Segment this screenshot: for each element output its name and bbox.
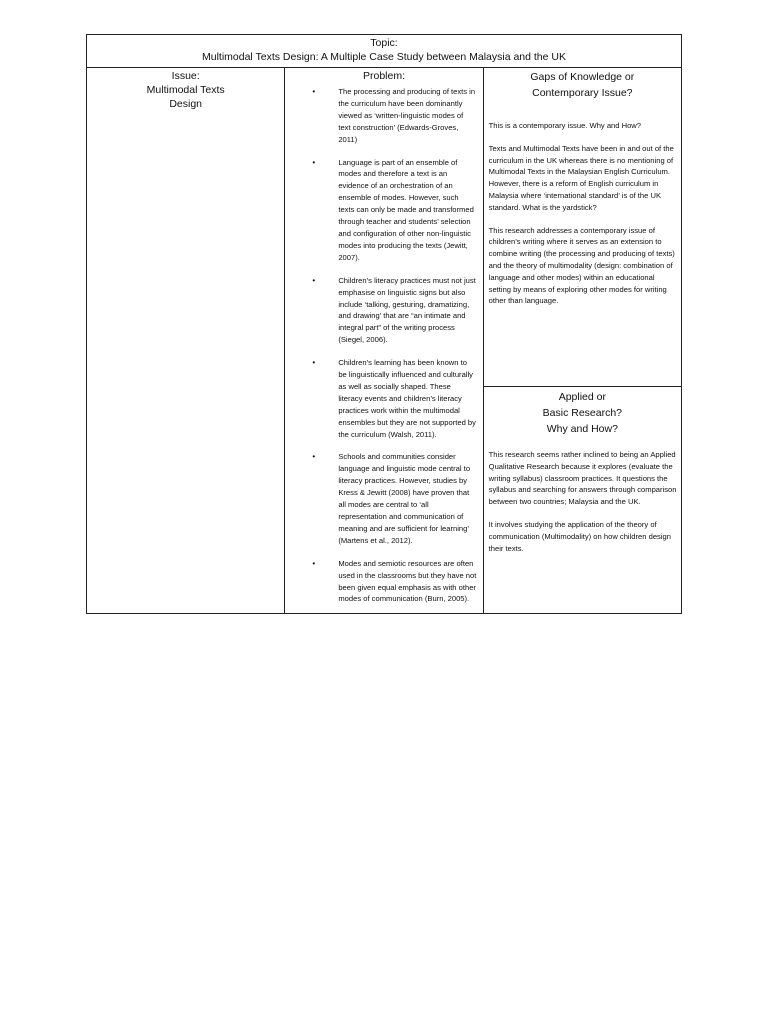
gaps-body xyxy=(484,120,681,307)
problem-item xyxy=(285,275,476,346)
problem-item-text: Children’s literacy practices must not just emphasise on linguistic signs but also include ‘talking, gesturing, dramatizing, and drawing’ that are “an intimate and integral part” of the writing process (Siegel, 2006). xyxy=(338,275,476,345)
bullet-icon: • xyxy=(312,452,316,462)
gaps-paragraph: This is a contemporary issue. Why and How? xyxy=(488,121,642,130)
topic-title: Multimodal Texts Design: A Multiple Case Study between Malaysia and the UK xyxy=(202,51,566,63)
problem-item-text: Schools and communities consider language and linguistic mode central to literacy practices. However, studies by Kress & Jewitt (2008) have proven that all modes are central to ‘all representation and communication of meaning and are sufficient for learning’ (Martens et al., 2012). xyxy=(338,452,471,545)
gaps-heading xyxy=(484,69,681,101)
applied-heading-line-1: Applied or xyxy=(558,391,606,403)
applied-heading-line-2: Basic Research? xyxy=(542,407,623,419)
gaps-cell xyxy=(483,68,681,387)
problem-item-text: Modes and semiotic resources are often used in the classrooms but they have not been given equal emphasis as with other modes of communication (Burn, 2005). xyxy=(338,558,477,604)
problem-item xyxy=(285,558,476,606)
problem-cell xyxy=(285,68,483,614)
topic-label: Topic: xyxy=(370,37,398,49)
gaps-paragraph: This research addresses a contemporary issue of children’s writing where it serves as an extension to combine writing (the processing and producing of texts) and the theory of multimodality (design: combination of language and other modes) within an educational setting by means of exploring other modes for writing other than language. xyxy=(488,225,675,306)
issue-cell xyxy=(87,68,285,614)
applied-paragraph: This research seems rather inclined to being an Applied Qualitative Research because it explores (evaluate the writing syllabus) classroom practices. It questions the syllabus and searching for answers through comparison between two countries; Malaysia and the UK. xyxy=(488,450,677,507)
bullet-icon: • xyxy=(312,87,316,96)
applied-heading-line-3: Why and How? xyxy=(546,423,618,435)
topic-cell xyxy=(87,35,682,68)
issue-line-2: Design xyxy=(169,98,202,110)
problem-item-text: The processing and producing of texts in the curriculum have been dominantly viewed as ‘written-linguistic modes of text construction’ (Edwards-Groves, 2011) xyxy=(338,87,476,144)
applied-body xyxy=(484,449,681,554)
issue-line-1: Multimodal Texts xyxy=(146,84,225,96)
problem-item xyxy=(285,451,476,546)
problem-item-text: Children’s learning has been known to be linguistically influenced and culturally as well as socially shaped. These literacy events and children’s literacy practices work within the multimodal ensembles but they are not supported by the curriculum (Walsh, 2011). xyxy=(338,358,476,439)
problem-item xyxy=(285,86,476,146)
applied-heading xyxy=(484,389,681,437)
bullet-icon: • xyxy=(312,275,316,285)
gaps-heading-line-1: Gaps of Knowledge or xyxy=(530,71,635,83)
applied-paragraph: It involves studying the application of the theory of communication (Multimodality) on how children design their texts. xyxy=(488,519,671,553)
issue-label: Issue: xyxy=(171,70,200,82)
problem-list xyxy=(285,86,482,613)
problem-item-text: Language is part of an ensemble of modes and therefore a text is an evidence of an orchestration of an ensemble of modes. However, such texts can only be made and transformed through teacher and students’ selection and configuration of other non-linguistic modes into producing the texts (Jewitt, 2007). xyxy=(338,157,474,262)
gaps-paragraph: Texts and Multimodal Texts have been in and out of the curriculum in the UK whereas there is no mentioning of Multimodal Texts in the Malaysian English Curriculum. However, there is a reform of English curriculum in Malaysia where ‘international standard’ is of the UK standard. What is the yardstick? xyxy=(488,143,674,212)
gaps-heading-line-2: Contemporary Issue? xyxy=(532,87,633,99)
bullet-icon: • xyxy=(312,157,316,167)
problem-label: Problem: xyxy=(362,70,405,82)
research-matrix-table xyxy=(86,34,682,614)
problem-item xyxy=(285,157,476,264)
problem-item xyxy=(285,357,476,440)
bullet-icon: • xyxy=(312,558,316,568)
applied-cell xyxy=(483,387,681,614)
bullet-icon: • xyxy=(312,358,316,368)
